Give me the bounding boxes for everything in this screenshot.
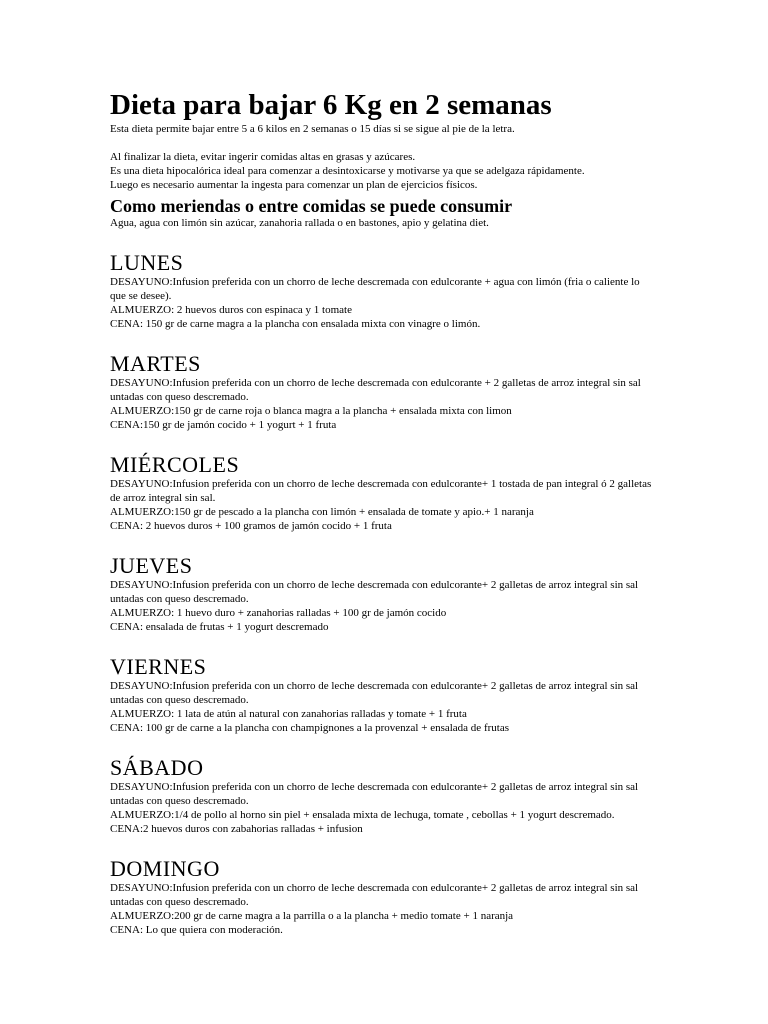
day-section-domingo bbox=[110, 858, 655, 937]
meal-almuerzo: ALMUERZO:200 gr de carne magra a la parrilla o a la plancha + medio tomate + 1 naranja bbox=[110, 910, 514, 922]
meal-cena: CENA: 100 gr de carne a la plancha con champignones a la provenzal + ensalada de frutas bbox=[110, 722, 509, 734]
day-title: DOMINGO bbox=[110, 856, 220, 881]
meal-cena: CENA: Lo que quiera con moderación. bbox=[110, 924, 283, 936]
day-section-jueves bbox=[110, 555, 655, 634]
meal-desayuno: DESAYUNO:Infusion preferida con un chorro de leche descremada con edulcorante+ 1 tostada de pan integral ó 2 galletas de arroz integral sin sal. bbox=[110, 478, 652, 504]
meal-desayuno: DESAYUNO:Infusion preferida con un chorro de leche descremada con edulcorante + 2 galletas de arroz integral sin sal untadas con queso descremado. bbox=[110, 377, 641, 403]
day-section-lunes bbox=[110, 252, 655, 331]
meal-desayuno: DESAYUNO:Infusion preferida con un chorro de leche descremada con edulcorante+ 2 galletas de arroz integral sin sal untadas con queso descremado. bbox=[110, 680, 639, 706]
meal-desayuno: DESAYUNO:Infusion preferida con un chorro de leche descremada con edulcorante + agua con limón (fria o caliente lo que se desee). bbox=[110, 276, 640, 302]
meal-cena: CENA: ensalada de frutas + 1 yogurt descremado bbox=[110, 621, 329, 633]
day-section-martes bbox=[110, 353, 655, 432]
day-title: MARTES bbox=[110, 351, 201, 376]
meal-almuerzo: ALMUERZO: 2 huevos duros con espinaca y 1 tomate bbox=[110, 304, 352, 316]
day-section-viernes bbox=[110, 656, 655, 735]
spacer bbox=[110, 136, 655, 150]
day-title: MIÉRCOLES bbox=[110, 452, 240, 477]
day-title: SÁBADO bbox=[110, 755, 204, 780]
meal-desayuno: DESAYUNO:Infusion preferida con un chorro de leche descremada con edulcorante+ 2 galletas de arroz integral sin sal untadas con queso descremado. bbox=[110, 781, 639, 807]
meal-almuerzo: ALMUERZO:1/4 de pollo al horno sin piel + ensalada mixta de lechuga, tomate , cebollas + 1 yogurt descremado. bbox=[110, 809, 615, 821]
day-title: LUNES bbox=[110, 250, 184, 275]
meal-cena: CENA:2 huevos duros con zabahorias ralladas + infusion bbox=[110, 823, 363, 835]
meal-desayuno: DESAYUNO:Infusion preferida con un chorro de leche descremada con edulcorante+ 2 galletas de arroz integral sin sal untadas con queso descremado. bbox=[110, 882, 639, 908]
meal-almuerzo: ALMUERZO:150 gr de pescado a la plancha con limón + ensalada de tomate y apio.+ 1 naranja bbox=[110, 506, 534, 518]
meal-almuerzo: ALMUERZO:150 gr de carne roja o blanca magra a la plancha + ensalada mixta con limon bbox=[110, 405, 512, 417]
snacks-text: Agua, agua con limón sin azúcar, zanahoria rallada o en bastones, apio y gelatina diet. bbox=[110, 217, 489, 229]
day-title: JUEVES bbox=[110, 553, 193, 578]
day-section-sabado bbox=[110, 757, 655, 836]
day-section-miercoles bbox=[110, 454, 655, 533]
meal-desayuno: DESAYUNO:Infusion preferida con un chorro de leche descremada con edulcorante+ 2 galletas de arroz integral sin sal untadas con queso descremado. bbox=[110, 579, 639, 605]
document-page bbox=[110, 88, 655, 937]
note-2: Es una dieta hipocalórica ideal para comenzar a desintoxicarse y motivarse ya que se adelgaza rápidamente. bbox=[110, 165, 585, 177]
snacks-heading: Como meriendas o entre comidas se puede consumir bbox=[110, 196, 513, 216]
meal-cena: CENA: 2 huevos duros + 100 gramos de jamón cocido + 1 fruta bbox=[110, 520, 392, 532]
intro-text: Esta dieta permite bajar entre 5 a 6 kilos en 2 semanas o 15 días si se sigue al pie de la letra. bbox=[110, 123, 515, 135]
document-title: Dieta para bajar 6 Kg en 2 semanas bbox=[110, 89, 552, 121]
note-1: Al finalizar la dieta, evitar ingerir comidas altas en grasas y azúcares. bbox=[110, 151, 416, 163]
note-3: Luego es necesario aumentar la ingesta para comenzar un plan de ejercicios físicos. bbox=[110, 179, 478, 191]
meal-cena: CENA: 150 gr de carne magra a la plancha con ensalada mixta con vinagre o limón. bbox=[110, 318, 481, 330]
meal-cena: CENA:150 gr de jamón cocido + 1 yogurt + 1 fruta bbox=[110, 419, 337, 431]
day-title: VIERNES bbox=[110, 654, 207, 679]
meal-almuerzo: ALMUERZO: 1 lata de atún al natural con zanahorias ralladas y tomate + 1 fruta bbox=[110, 708, 467, 720]
meal-almuerzo: ALMUERZO: 1 huevo duro + zanahorias ralladas + 100 gr de jamón cocido bbox=[110, 607, 447, 619]
